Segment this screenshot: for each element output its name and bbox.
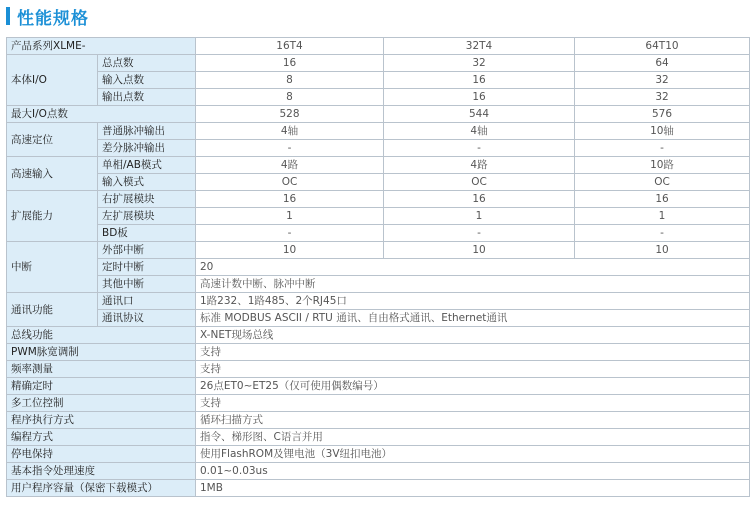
table-row — [7, 446, 750, 463]
group-label: 本体I/O — [7, 55, 98, 106]
cell: 64 — [575, 55, 750, 72]
cell: - — [575, 225, 750, 242]
cell: - — [196, 225, 384, 242]
cell: 32 — [575, 89, 750, 106]
table-row — [7, 259, 750, 276]
cell: 使用FlashROM及锂电池（3V纽扣电池） — [196, 446, 750, 463]
table-row — [7, 276, 750, 293]
cell: 544 — [384, 106, 575, 123]
cell: 1 — [196, 208, 384, 225]
cell: 16 — [196, 191, 384, 208]
row-label: 单相/AB模式 — [98, 157, 196, 174]
model-header: 64T10 — [575, 38, 750, 55]
spec-table — [6, 37, 750, 497]
cell: OC — [384, 174, 575, 191]
table-row — [7, 327, 750, 344]
table-row — [7, 72, 750, 89]
row-label: 总点数 — [98, 55, 196, 72]
row-label: 通讯口 — [98, 293, 196, 310]
row-label: 频率测量 — [7, 361, 196, 378]
row-label: 最大I/O点数 — [7, 106, 196, 123]
cell: 4路 — [196, 157, 384, 174]
cell: 16 — [196, 55, 384, 72]
cell: 1 — [384, 208, 575, 225]
table-row — [7, 38, 750, 55]
cell: 16 — [384, 72, 575, 89]
cell: OC — [196, 174, 384, 191]
cell: 1 — [575, 208, 750, 225]
cell: 10 — [384, 242, 575, 259]
cell: 高速计数中断、脉冲中断 — [196, 276, 750, 293]
table-row — [7, 157, 750, 174]
row-label: 右扩展模块 — [98, 191, 196, 208]
cell: 32 — [575, 72, 750, 89]
row-label: 编程方式 — [7, 429, 196, 446]
row-label: PWM脉宽调制 — [7, 344, 196, 361]
row-label: 用户程序容量（保密下载模式） — [7, 480, 196, 497]
table-row — [7, 123, 750, 140]
row-label: BD板 — [98, 225, 196, 242]
row-label: 差分脉冲输出 — [98, 140, 196, 157]
table-row — [7, 191, 750, 208]
table-row — [7, 310, 750, 327]
row-label: 停电保持 — [7, 446, 196, 463]
heading-accent-bar — [6, 7, 10, 25]
cell: 支持 — [196, 361, 750, 378]
row-label: 左扩展模块 — [98, 208, 196, 225]
cell: 指令、梯形图、C语言并用 — [196, 429, 750, 446]
table-row — [7, 89, 750, 106]
row-label: 通讯协议 — [98, 310, 196, 327]
model-header: 32T4 — [384, 38, 575, 55]
cell: 支持 — [196, 395, 750, 412]
section-heading — [6, 4, 89, 28]
table-row — [7, 140, 750, 157]
row-label: 普通脉冲输出 — [98, 123, 196, 140]
table-row — [7, 208, 750, 225]
cell: 528 — [196, 106, 384, 123]
table-row — [7, 55, 750, 72]
row-label: 定时中断 — [98, 259, 196, 276]
group-label: 高速输入 — [7, 157, 98, 191]
cell: 循环扫描方式 — [196, 412, 750, 429]
cell: 8 — [196, 72, 384, 89]
cell: 4路 — [384, 157, 575, 174]
cell: 10路 — [575, 157, 750, 174]
table-row — [7, 174, 750, 191]
group-label: 中断 — [7, 242, 98, 293]
cell: 1路232、1路485、2个RJ45口 — [196, 293, 750, 310]
cell: 16 — [384, 89, 575, 106]
row-label: 输出点数 — [98, 89, 196, 106]
group-label: 通讯功能 — [7, 293, 98, 327]
table-row — [7, 106, 750, 123]
cell: 10 — [575, 242, 750, 259]
cell: 26点ET0~ET25（仅可使用偶数编号） — [196, 378, 750, 395]
cell: X-NET现场总线 — [196, 327, 750, 344]
row-label: 外部中断 — [98, 242, 196, 259]
row-label: 基本指令处理速度 — [7, 463, 196, 480]
table-row — [7, 225, 750, 242]
row-label: 程序执行方式 — [7, 412, 196, 429]
table-row — [7, 242, 750, 259]
cell: 16 — [575, 191, 750, 208]
cell: OC — [575, 174, 750, 191]
cell: 标准 MODBUS ASCII / RTU 通讯、自由格式通讯、Ethernet通讯 — [196, 310, 750, 327]
cell: 10 — [196, 242, 384, 259]
section-title: 性能规格 — [17, 8, 89, 29]
row-label: 多工位控制 — [7, 395, 196, 412]
table-row — [7, 395, 750, 412]
table-row — [7, 293, 750, 310]
cell: 支持 — [196, 344, 750, 361]
row-label: 总线功能 — [7, 327, 196, 344]
table-row — [7, 378, 750, 395]
cell: 4轴 — [196, 123, 384, 140]
row-label: 产品系列XLME- — [7, 38, 196, 55]
cell: 4轴 — [384, 123, 575, 140]
row-label: 精确定时 — [7, 378, 196, 395]
cell: 10轴 — [575, 123, 750, 140]
group-label: 扩展能力 — [7, 191, 98, 242]
cell: - — [196, 140, 384, 157]
cell: 576 — [575, 106, 750, 123]
table-row — [7, 361, 750, 378]
cell: 0.01~0.03us — [196, 463, 750, 480]
model-header: 16T4 — [196, 38, 384, 55]
row-label: 输入点数 — [98, 72, 196, 89]
cell: 32 — [384, 55, 575, 72]
cell: - — [384, 140, 575, 157]
cell: 20 — [196, 259, 750, 276]
table-row — [7, 412, 750, 429]
cell: 1MB — [196, 480, 750, 497]
cell: - — [384, 225, 575, 242]
table-row — [7, 429, 750, 446]
cell: 16 — [384, 191, 575, 208]
row-label: 输入模式 — [98, 174, 196, 191]
table-row — [7, 463, 750, 480]
cell: 8 — [196, 89, 384, 106]
table-row — [7, 480, 750, 497]
table-row — [7, 344, 750, 361]
row-label: 其他中断 — [98, 276, 196, 293]
cell: - — [575, 140, 750, 157]
group-label: 高速定位 — [7, 123, 98, 157]
